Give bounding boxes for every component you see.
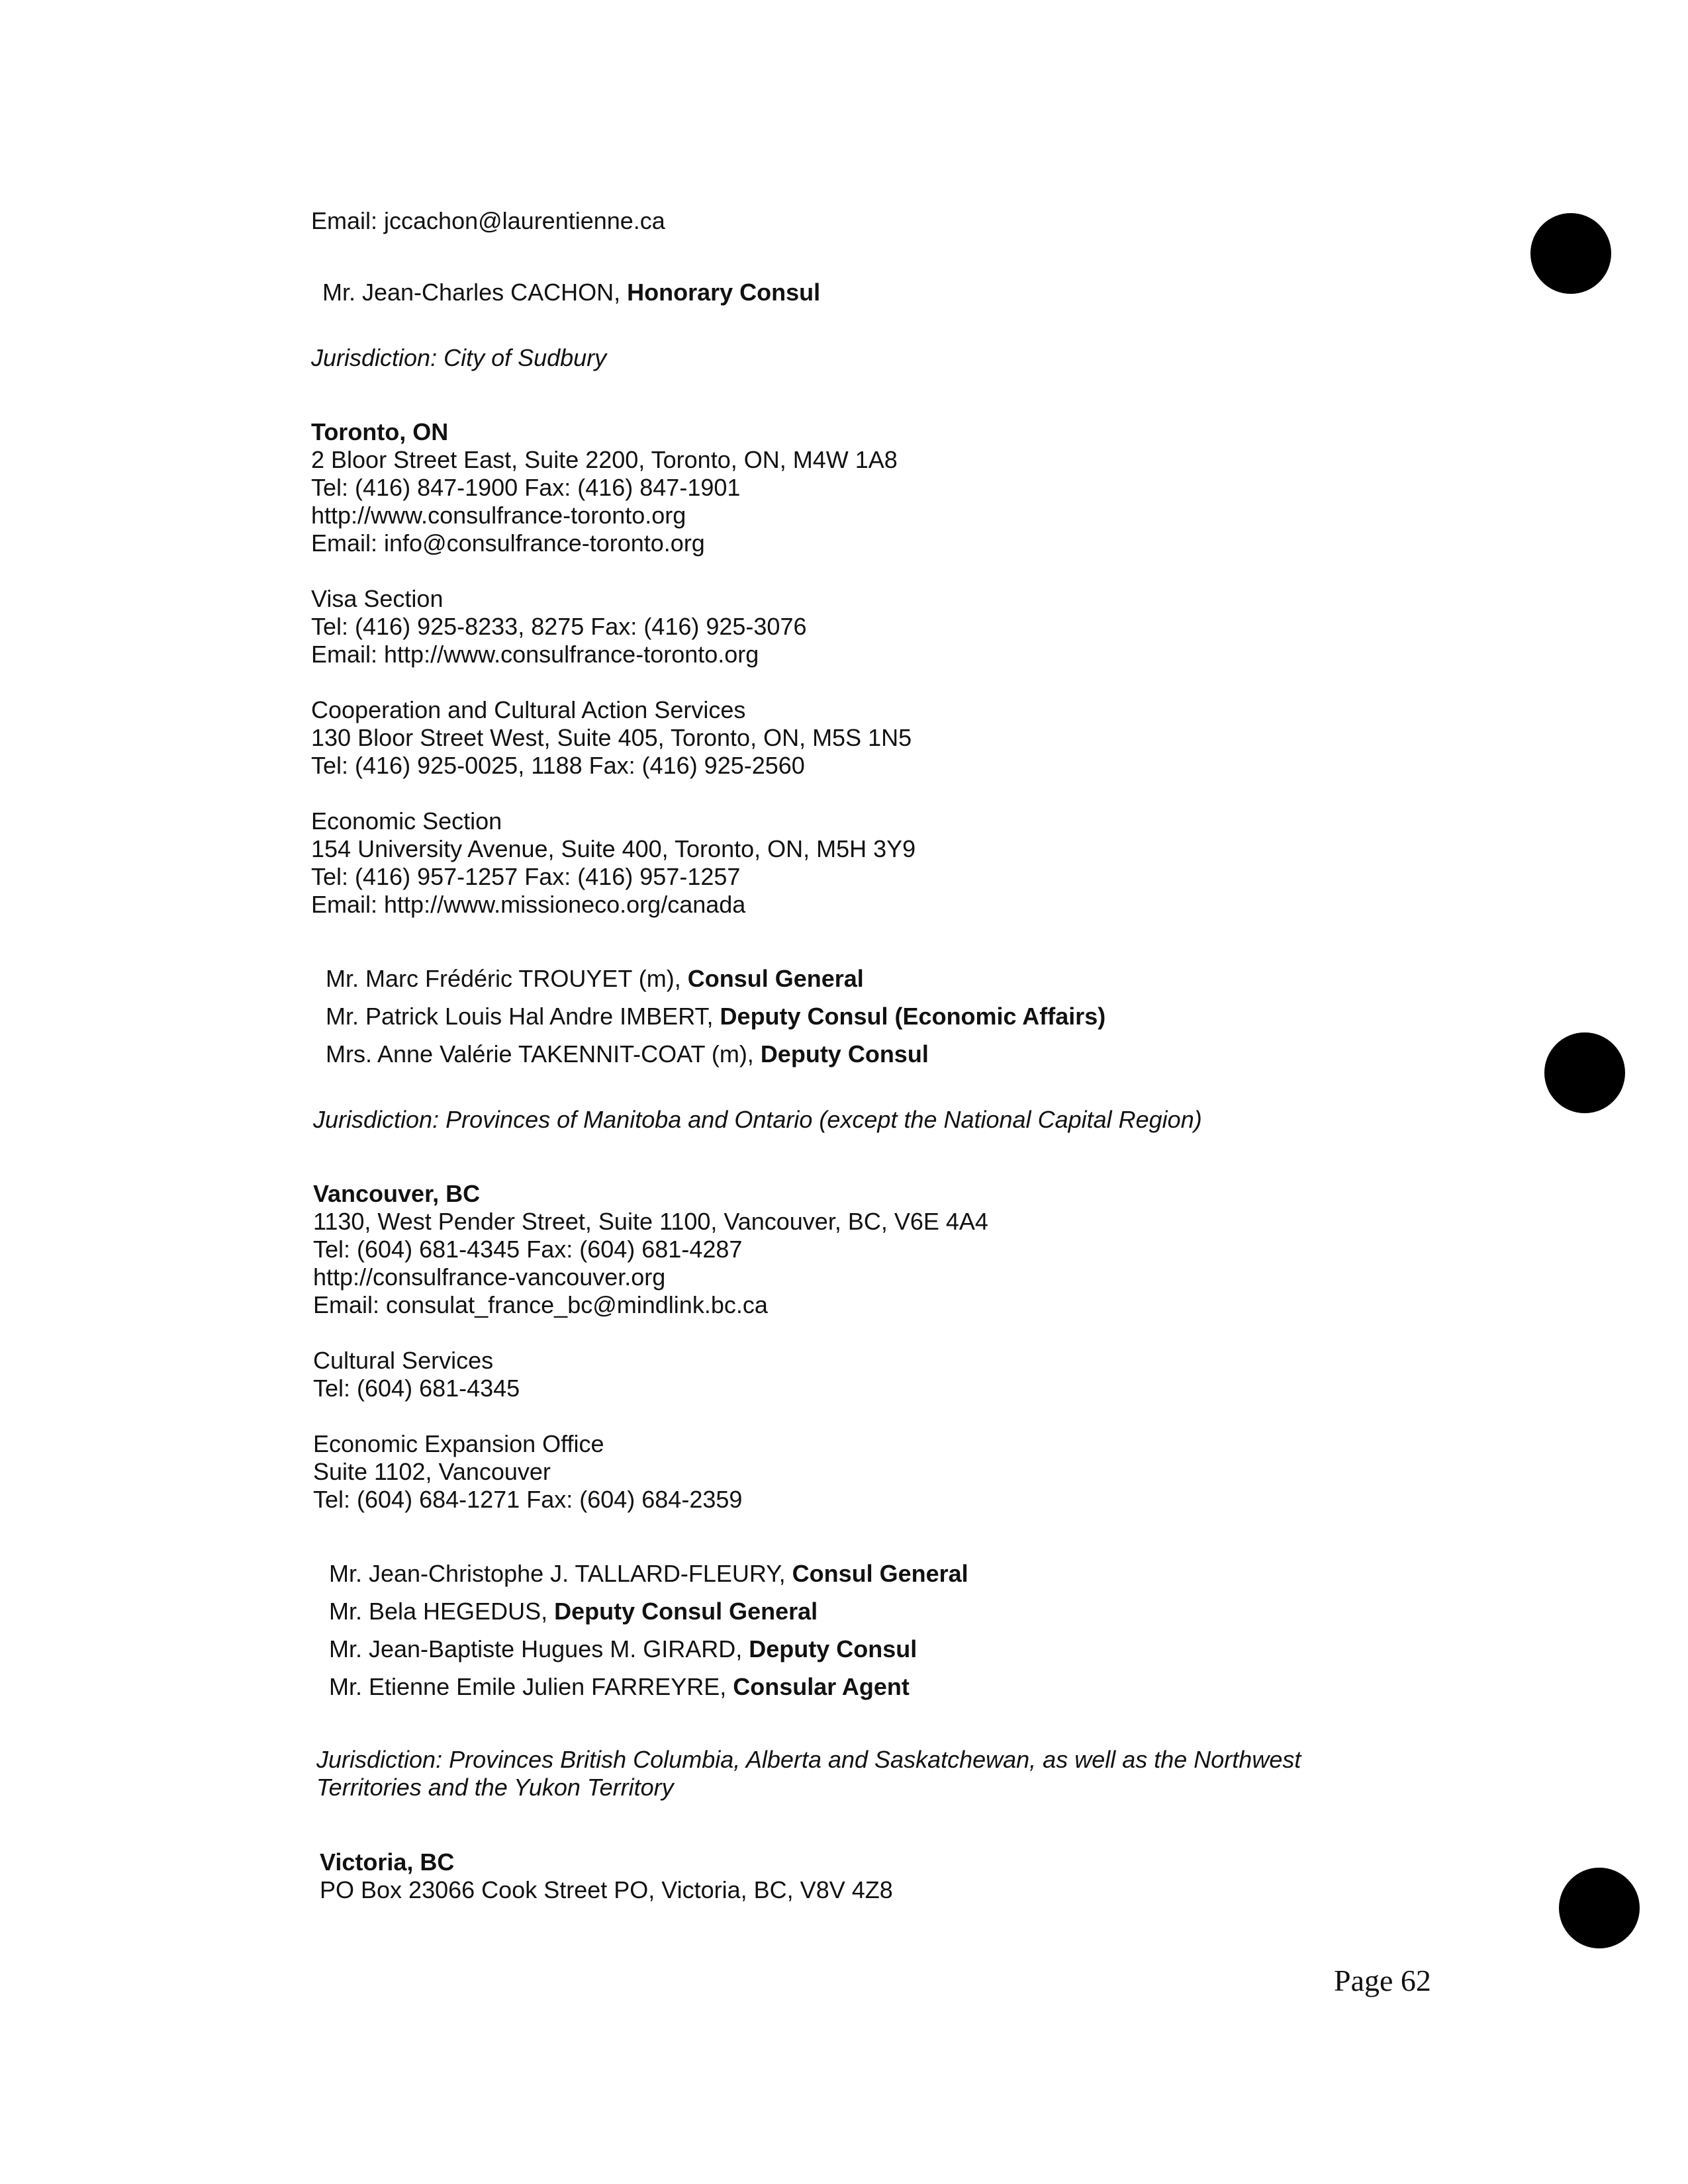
vancouver-cultural-tel: Tel: (604) 681-4345 bbox=[313, 1375, 520, 1402]
vancouver-jurisdiction-line-2: Territories and the Yukon Territory bbox=[316, 1774, 674, 1801]
toronto-staff-1 bbox=[326, 965, 864, 993]
staff-title: Deputy Consul bbox=[760, 1040, 929, 1068]
sudbury-consul-entry bbox=[322, 279, 820, 306]
toronto-jurisdiction: Jurisdiction: Provinces of Manitoba and Ontario (except the National Capital Region) bbox=[313, 1106, 1202, 1133]
vancouver-staff-3 bbox=[329, 1635, 917, 1663]
staff-title: Deputy Consul (Economic Affairs) bbox=[720, 1003, 1106, 1030]
staff-name: Mrs. Anne Valérie TAKENNIT-COAT (m), bbox=[326, 1040, 761, 1068]
vancouver-email: Email: consulat_france_bc@mindlink.bc.ca bbox=[313, 1291, 768, 1318]
vancouver-econ-address: Suite 1102, Vancouver bbox=[313, 1458, 551, 1485]
toronto-coop-title: Cooperation and Cultural Action Services bbox=[311, 696, 746, 723]
toronto-web: http://www.consulfrance-toronto.org bbox=[311, 502, 686, 529]
vancouver-cultural-title: Cultural Services bbox=[313, 1347, 494, 1374]
toronto-address: 2 Bloor Street East, Suite 2200, Toronto, ON, M4W 1A8 bbox=[311, 446, 898, 473]
toronto-coop-address: 130 Bloor Street West, Suite 405, Toronto, ON, M5S 1N5 bbox=[311, 724, 912, 751]
vancouver-econ-tel: Tel: (604) 684-1271 Fax: (604) 684-2359 bbox=[313, 1486, 743, 1513]
sudbury-jurisdiction: Jurisdiction: City of Sudbury bbox=[311, 344, 607, 371]
staff-title: Consul General bbox=[792, 1560, 968, 1587]
victoria-heading: Victoria, BC bbox=[320, 1848, 455, 1876]
vancouver-jurisdiction-line-1: Jurisdiction: Provinces British Columbia, Alberta and Saskatchewan, as well as the Northwest bbox=[316, 1746, 1301, 1773]
toronto-coop-tel: Tel: (416) 925-0025, 1188 Fax: (416) 925-2560 bbox=[311, 752, 805, 779]
staff-name: Mr. Jean-Baptiste Hugues M. GIRARD, bbox=[329, 1635, 749, 1662]
toronto-tel: Tel: (416) 847-1900 Fax: (416) 847-1901 bbox=[311, 474, 741, 501]
staff-title: Deputy Consul bbox=[749, 1635, 917, 1662]
vancouver-econ-title: Economic Expansion Office bbox=[313, 1430, 604, 1457]
staff-name: Mr. Etienne Emile Julien FARREYRE, bbox=[329, 1673, 733, 1700]
vancouver-tel: Tel: (604) 681-4345 Fax: (604) 681-4287 bbox=[313, 1236, 743, 1263]
toronto-heading: Toronto, ON bbox=[311, 418, 449, 445]
toronto-econ-tel: Tel: (416) 957-1257 Fax: (416) 957-1257 bbox=[311, 863, 741, 890]
vancouver-staff-2 bbox=[329, 1598, 818, 1625]
consul-title: Honorary Consul bbox=[627, 279, 821, 306]
victoria-address: PO Box 23066 Cook Street PO, Victoria, BC, V8V 4Z8 bbox=[320, 1876, 893, 1903]
vancouver-heading: Vancouver, BC bbox=[313, 1180, 481, 1207]
staff-title: Consular Agent bbox=[733, 1673, 910, 1700]
vancouver-address: 1130, West Pender Street, Suite 1100, Vancouver, BC, V6E 4A4 bbox=[313, 1208, 988, 1235]
punch-hole-top bbox=[1530, 213, 1611, 294]
toronto-visa-email: Email: http://www.consulfrance-toronto.org bbox=[311, 641, 759, 668]
staff-name: Mr. Bela HEGEDUS, bbox=[329, 1598, 555, 1625]
toronto-staff-2 bbox=[326, 1003, 1105, 1030]
page-number: Page 62 bbox=[1334, 1964, 1431, 1997]
toronto-econ-address: 154 University Avenue, Suite 400, Toronto, ON, M5H 3Y9 bbox=[311, 835, 916, 862]
toronto-staff-3 bbox=[326, 1040, 929, 1068]
punch-hole-middle bbox=[1544, 1032, 1625, 1113]
staff-title: Deputy Consul General bbox=[554, 1598, 818, 1625]
toronto-email: Email: info@consulfrance-toronto.org bbox=[311, 529, 705, 557]
sudbury-email: Email: jccachon@laurentienne.ca bbox=[311, 207, 665, 234]
toronto-econ-email: Email: http://www.missioneco.org/canada bbox=[311, 891, 746, 918]
staff-title: Consul General bbox=[687, 965, 864, 992]
vancouver-web: http://consulfrance-vancouver.org bbox=[313, 1263, 666, 1291]
staff-name: Mr. Marc Frédéric TROUYET (m), bbox=[326, 965, 688, 992]
vancouver-staff-1 bbox=[329, 1560, 968, 1588]
toronto-visa-title: Visa Section bbox=[311, 585, 444, 612]
toronto-visa-tel: Tel: (416) 925-8233, 8275 Fax: (416) 925-3076 bbox=[311, 613, 807, 640]
consul-name: Mr. Jean-Charles CACHON, bbox=[322, 279, 628, 306]
staff-name: Mr. Patrick Louis Hal Andre IMBERT, bbox=[326, 1003, 720, 1030]
vancouver-staff-4 bbox=[329, 1673, 910, 1701]
staff-name: Mr. Jean-Christophe J. TALLARD-FLEURY, bbox=[329, 1560, 792, 1587]
toronto-econ-title: Economic Section bbox=[311, 807, 502, 835]
punch-hole-bottom bbox=[1559, 1868, 1640, 1948]
